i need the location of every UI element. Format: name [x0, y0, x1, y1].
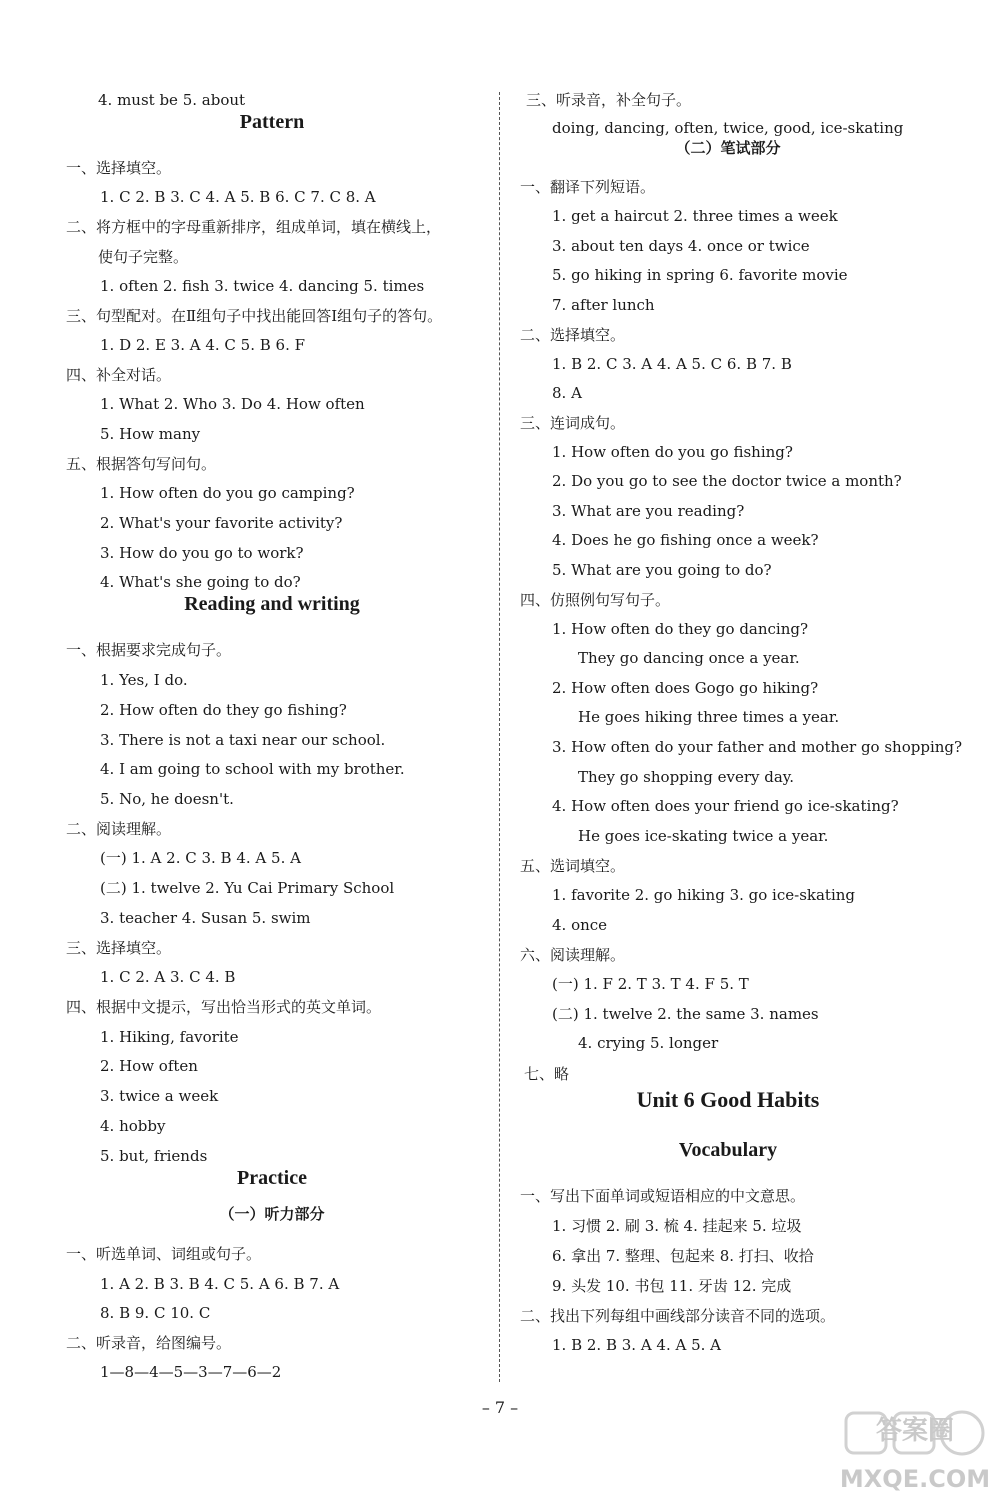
answer-line: 8. A [552, 384, 582, 402]
answer-line: 三、连词成句。 [520, 414, 626, 432]
answer-line: 一、写出下面单词或短语相应的中文意思。 [520, 1187, 806, 1205]
answer-line: 1. B 2. C 3. A 4. A 5. C 6. B 7. B [552, 355, 792, 373]
answer-line: 二、听录音，给图编号。 [66, 1334, 232, 1352]
answer-line: 一、听选单词、词组或句子。 [66, 1245, 262, 1263]
answer-line: 一、选择填空。 [66, 159, 172, 177]
answer-line: 5. but, friends [100, 1147, 208, 1165]
page-number: – 7 – [481, 1398, 519, 1417]
answer-line: 1. often 2. fish 3. twice 4. dancing 5. times [100, 277, 425, 295]
answer-line: 二、将方框中的字母重新排序，组成单词，填在横线上， [66, 218, 442, 236]
answer-line: 4. must be 5. about [98, 91, 246, 109]
answer-line: 1. favorite 2. go hiking 3. go ice-skating [552, 886, 856, 904]
answer-line: 3. How do you go to work? [100, 544, 304, 562]
answer-line: 1. 习惯 2. 刷 3. 梳 4. 挂起来 5. 垃圾 [552, 1217, 802, 1235]
answer-line: 8. B 9. C 10. C [100, 1304, 211, 1322]
answer-line: 2. What's your favorite activity? [100, 514, 343, 532]
section-heading: Reading and writing [184, 593, 360, 615]
answer-line: 1. D 2. E 3. A 4. C 5. B 6. F [100, 336, 306, 354]
answer-line: 1. How often do you go fishing? [552, 443, 793, 461]
answer-line: 3. teacher 4. Susan 5. swim [100, 909, 311, 927]
answer-line: 1—8—4—5—3—7—6—2 [100, 1363, 282, 1381]
answer-line: 6. 拿出 7. 整理、包起来 8. 打扫、收拾 [552, 1247, 814, 1265]
answer-line: 一、翻译下列短语。 [520, 178, 656, 196]
answer-line: They go dancing once a year. [578, 649, 800, 667]
answer-line: He goes hiking three times a year. [578, 708, 840, 726]
answer-line: 4. hobby [100, 1117, 166, 1135]
answer-line: 1. How often do they go dancing? [552, 620, 809, 638]
answer-line: 2. How often [100, 1057, 198, 1075]
answer-line: 2. How often do they go fishing? [100, 701, 347, 719]
answer-line: (一) 1. A 2. C 3. B 4. A 5. A [100, 849, 301, 867]
answer-line: 使句子完整。 [98, 248, 189, 266]
answer-line: 3. How often do your father and mother go shopping? [552, 738, 963, 756]
answer-line: 4. once [552, 916, 608, 934]
answer-line: (二) 1. twelve 2. the same 3. names [552, 1005, 819, 1023]
answer-line: 5. What are you going to do? [552, 561, 772, 579]
column-divider [499, 92, 500, 1382]
answer-line: He goes ice-skating twice a year. [578, 827, 829, 845]
answer-line: 4. What's she going to do? [100, 573, 301, 591]
answer-line: 5. How many [100, 425, 201, 443]
answer-line: 3. about ten days 4. once or twice [552, 237, 810, 255]
answer-line: 1. What 2. Who 3. Do 4. How often [100, 395, 365, 413]
answer-line: 四、仿照例句写句子。 [520, 591, 671, 609]
answer-line: 3. What are you reading? [552, 502, 745, 520]
answer-line: 三、听录音，补全句子。 [526, 91, 692, 109]
answer-line: 二、阅读理解。 [66, 820, 172, 838]
answer-line: 五、选词填空。 [520, 857, 626, 875]
watermark-text-cn: 答案圈 [875, 1416, 955, 1446]
answer-line: 四、根据中文提示，写出恰当形式的英文单词。 [66, 998, 382, 1016]
section-heading: （一）听力部分 [219, 1207, 325, 1223]
section-heading: （二）笔试部分 [675, 141, 781, 157]
answer-line: (一) 1. F 2. T 3. T 4. F 5. T [552, 975, 749, 993]
answer-line: 5. go hiking in spring 6. favorite movie [552, 266, 848, 284]
answer-line: 4. How often does your friend go ice-skating? [552, 797, 899, 815]
answer-line: 一、根据要求完成句子。 [66, 641, 232, 659]
answer-line: 2. Do you go to see the doctor twice a month? [552, 472, 902, 490]
answer-line: 4. Does he go fishing once a week? [552, 531, 819, 549]
answer-line: 3. twice a week [100, 1087, 219, 1105]
answer-line: 2. How often does Gogo go hiking? [552, 679, 819, 697]
section-heading: Pattern [239, 111, 305, 133]
answer-line: 1. C 2. B 3. C 4. A 5. B 6. C 7. C 8. A [100, 188, 376, 206]
watermark-logo [840, 1407, 990, 1497]
answer-line: 二、选择填空。 [520, 326, 626, 344]
answer-line: 二、找出下列每组中画线部分读音不同的选项。 [520, 1307, 836, 1325]
answer-line: (二) 1. twelve 2. Yu Cai Primary School [100, 879, 395, 897]
answer-line: 4. crying 5. longer [578, 1034, 719, 1052]
section-heading: Vocabulary [678, 1139, 778, 1161]
answer-line: 4. I am going to school with my brother. [100, 760, 405, 778]
answer-line: 5. No, he doesn't. [100, 790, 234, 808]
answer-line: 四、补全对话。 [66, 366, 172, 384]
answer-line: 9. 头发 10. 书包 11. 牙齿 12. 完成 [552, 1277, 792, 1295]
answer-line: 五、根据答句写问句。 [66, 455, 217, 473]
answer-line: 1. C 2. A 3. C 4. B [100, 968, 236, 986]
answer-line: 1. How often do you go camping? [100, 484, 355, 502]
answer-line: 1. Yes, I do. [100, 671, 188, 689]
section-heading: Unit 6 Good Habits [636, 1087, 820, 1112]
answer-line: 1. Hiking, favorite [100, 1028, 239, 1046]
answer-line: 1. B 2. B 3. A 4. A 5. A [552, 1336, 722, 1354]
section-heading: Practice [237, 1167, 307, 1189]
answer-line: They go shopping every day. [578, 768, 795, 786]
answer-line: 七、略 [524, 1065, 570, 1083]
answer-line: 1. A 2. B 3. B 4. C 5. A 6. B 7. A [100, 1275, 340, 1293]
answer-line: 三、句型配对。在Ⅱ组句子中找出能回答Ⅰ组句子的答句。 [66, 307, 443, 325]
answer-line: 3. There is not a taxi near our school. [100, 731, 386, 749]
watermark-text-url: MXQE.COM [840, 1465, 990, 1493]
answer-line: 7. after lunch [552, 296, 655, 314]
answer-line: 六、阅读理解。 [520, 946, 626, 964]
answer-line: 1. get a haircut 2. three times a week [552, 207, 838, 225]
answer-line: doing, dancing, often, twice, good, ice-skating [552, 119, 904, 137]
answer-line: 三、选择填空。 [66, 939, 172, 957]
